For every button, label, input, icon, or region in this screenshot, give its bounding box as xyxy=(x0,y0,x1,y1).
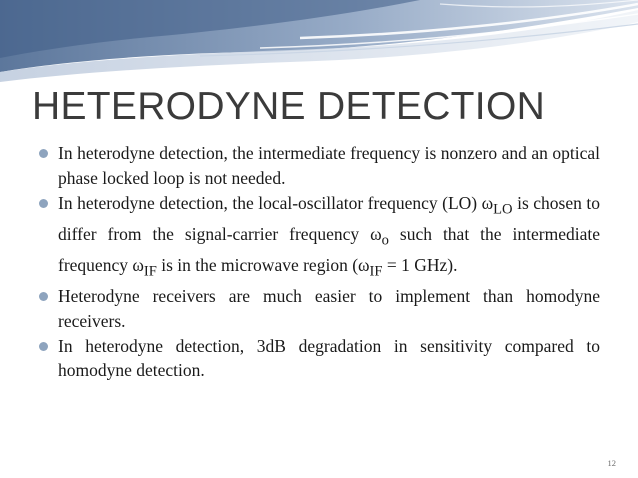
bullet-item xyxy=(38,284,600,333)
bullet-text: In heterodyne detection, 3dB degradation in sensitivity compared to homodyne detection. xyxy=(58,335,600,380)
bullet-item xyxy=(38,191,600,284)
subscript: LO xyxy=(493,201,513,217)
page-number: 12 xyxy=(607,458,616,468)
bullet-item xyxy=(38,334,600,383)
subscript: IF xyxy=(143,263,157,279)
bullet-item xyxy=(38,141,600,190)
bullet-text: In heterodyne detection, the local-oscillator frequency (LO) $\omega_{LO}$ is chosen to differ from the signal-carrier frequency $\omega_o$ such that the intermediate frequency $\omega_{IF}$ is in the microwave region ($\omega_{IF} = 1$ GHz). xyxy=(58,192,600,279)
bullet-list xyxy=(38,141,600,383)
slide-title: HETERODYNE DETECTION xyxy=(32,85,546,128)
subscript: o xyxy=(381,232,389,248)
subscript: IF xyxy=(369,263,383,279)
bullet-text: In heterodyne detection, the intermediate frequency is nonzero and an optical phase locked loop is not needed. xyxy=(58,143,600,188)
bullet-text: Heterodyne receivers are much easier to implement than homodyne receivers. xyxy=(58,286,600,331)
